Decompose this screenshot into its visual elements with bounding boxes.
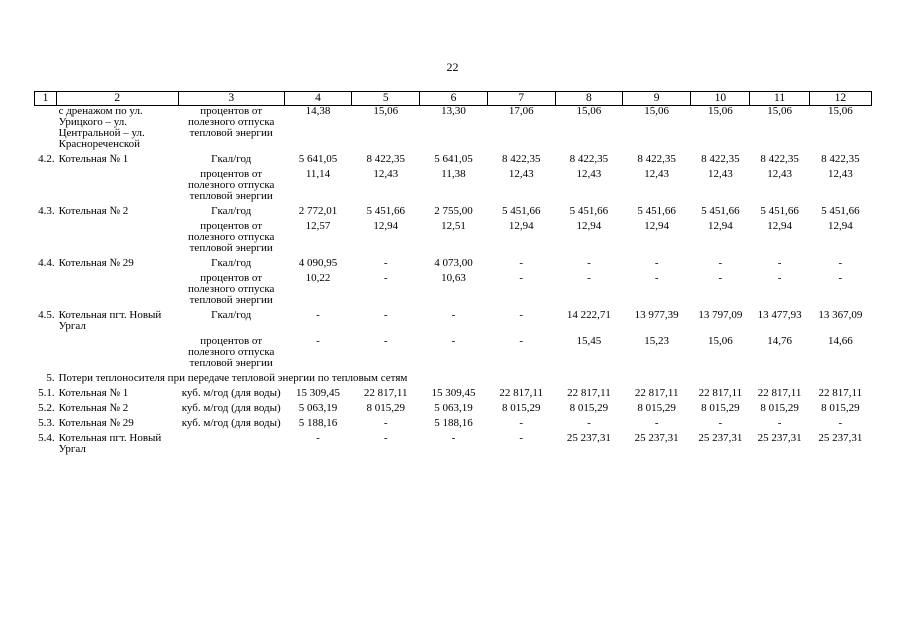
value-cell: 22 817,11 bbox=[363, 387, 408, 399]
row-number: 4.3. bbox=[38, 205, 55, 217]
value-cell: - bbox=[383, 417, 388, 429]
row-unit: Гкал/год bbox=[211, 257, 252, 269]
row-name bbox=[57, 336, 178, 373]
row-name: Котельная № 2 bbox=[58, 402, 129, 414]
value-cell: 12,94 bbox=[508, 220, 534, 232]
row-name bbox=[57, 221, 178, 258]
value-cell: 11,38 bbox=[441, 168, 466, 180]
value-cell: 8 015,29 bbox=[569, 402, 609, 414]
table-row bbox=[35, 273, 872, 310]
value-cell: 14,76 bbox=[767, 335, 792, 347]
row-name: Котельная пгт. Новый Ургал bbox=[58, 309, 162, 332]
value-cell: 22 817,11 bbox=[698, 387, 743, 399]
value-cell: 5 451,66 bbox=[366, 205, 405, 217]
value-cell: - bbox=[654, 257, 659, 269]
table-body bbox=[35, 106, 872, 460]
column-header: 11 bbox=[750, 92, 809, 106]
value-cell: 14,66 bbox=[827, 335, 853, 347]
value-cell: - bbox=[519, 309, 524, 321]
value-cell: 4 073,00 bbox=[434, 257, 473, 269]
value-cell: 15,23 bbox=[644, 335, 670, 347]
row-number bbox=[35, 273, 57, 310]
table-row bbox=[35, 310, 872, 336]
row-number: 5.4. bbox=[38, 432, 55, 444]
column-header: 6 bbox=[420, 92, 487, 106]
value-cell: 12,43 bbox=[827, 168, 853, 180]
value-cell: 5 451,66 bbox=[760, 205, 799, 217]
value-cell: 15,06 bbox=[644, 105, 670, 117]
row-unit: куб. м/год (для воды) bbox=[181, 387, 281, 399]
value-cell: - bbox=[519, 432, 524, 444]
value-cell: 5 451,66 bbox=[637, 205, 676, 217]
section-title: Потери теплоносителя при передаче тепловой энергии по тепловым сетям bbox=[58, 372, 408, 384]
table-row bbox=[35, 169, 872, 206]
value-cell: - bbox=[587, 272, 591, 284]
value-cell: 25 237,31 bbox=[698, 432, 743, 444]
value-cell: - bbox=[838, 417, 843, 429]
value-cell: 11,14 bbox=[305, 168, 331, 180]
value-cell: - bbox=[838, 272, 843, 284]
value-cell: 22 817,11 bbox=[757, 387, 802, 399]
value-cell: 5 451,66 bbox=[701, 205, 740, 217]
value-cell: 8 015,29 bbox=[701, 402, 740, 414]
value-cell: 12,43 bbox=[767, 168, 792, 180]
value-cell: 12,43 bbox=[508, 168, 534, 180]
value-cell: 8 015,29 bbox=[821, 402, 860, 414]
row-unit: процентов от полезного отпуска тепловой энергии bbox=[187, 220, 275, 254]
value-cell: - bbox=[838, 257, 843, 269]
value-cell: 2 772,01 bbox=[298, 205, 338, 217]
value-cell: 8 422,35 bbox=[366, 153, 405, 165]
value-cell: 14 222,71 bbox=[566, 309, 611, 321]
value-cell: 13 367,09 bbox=[818, 309, 863, 321]
column-header: 9 bbox=[623, 92, 691, 106]
value-cell: 8 422,35 bbox=[569, 153, 609, 165]
value-cell: 5 063,19 bbox=[298, 402, 338, 414]
value-cell: 12,94 bbox=[644, 220, 670, 232]
value-cell: - bbox=[777, 257, 782, 269]
value-cell: - bbox=[654, 417, 659, 429]
value-cell: 15,06 bbox=[827, 105, 853, 117]
value-cell: - bbox=[519, 417, 524, 429]
table-row bbox=[35, 336, 872, 373]
row-unit: процентов от полезного отпуска тепловой энергии bbox=[187, 335, 275, 369]
value-cell: 13 477,93 bbox=[757, 309, 802, 321]
value-cell: 12,57 bbox=[305, 220, 331, 232]
table-row bbox=[35, 206, 872, 221]
value-cell: 17,06 bbox=[508, 105, 534, 117]
value-cell: - bbox=[587, 257, 591, 269]
row-unit: Гкал/год bbox=[211, 205, 252, 217]
header-row bbox=[35, 92, 872, 106]
value-cell: 25 237,31 bbox=[566, 432, 611, 444]
row-number: 5.3. bbox=[38, 417, 55, 429]
value-cell: 12,94 bbox=[576, 220, 602, 232]
table-row bbox=[35, 154, 872, 169]
value-cell: 10,63 bbox=[441, 272, 466, 284]
value-cell: - bbox=[316, 335, 320, 347]
value-cell: 14,38 bbox=[305, 105, 331, 117]
value-cell: 8 422,35 bbox=[760, 153, 799, 165]
table-row bbox=[35, 221, 872, 258]
row-name: Котельная № 1 bbox=[58, 153, 129, 165]
value-cell: 13,30 bbox=[441, 105, 466, 117]
value-cell: - bbox=[383, 432, 388, 444]
row-name: с дренажом по ул. Урицкого – ул. Центральной – ул. Краснореченской bbox=[58, 105, 145, 150]
value-cell: 5 188,16 bbox=[434, 417, 473, 429]
row-name bbox=[57, 169, 178, 206]
value-cell: 8 422,35 bbox=[501, 153, 541, 165]
column-header: 7 bbox=[487, 92, 555, 106]
value-cell: 15,06 bbox=[373, 105, 399, 117]
row-number bbox=[35, 106, 57, 155]
value-cell: 12,43 bbox=[576, 168, 602, 180]
row-number bbox=[35, 169, 57, 206]
value-cell: 15,06 bbox=[767, 105, 792, 117]
column-header: 1 bbox=[35, 92, 57, 106]
row-name: Котельная № 29 bbox=[58, 257, 134, 269]
value-cell: 8 422,35 bbox=[637, 153, 676, 165]
value-cell: 4 090,95 bbox=[298, 257, 338, 269]
value-cell: 5 451,66 bbox=[821, 205, 860, 217]
value-cell: 8 015,29 bbox=[501, 402, 541, 414]
value-cell: 12,94 bbox=[373, 220, 399, 232]
row-unit: процентов от полезного отпуска тепловой энергии bbox=[187, 105, 275, 139]
value-cell: - bbox=[316, 309, 320, 321]
table-row bbox=[35, 418, 872, 433]
data-table bbox=[34, 91, 872, 459]
value-cell: 8 422,35 bbox=[701, 153, 740, 165]
row-unit: куб. м/год (для воды) bbox=[181, 402, 281, 414]
value-cell: - bbox=[654, 272, 659, 284]
row-name: Котельная пгт. Новый Ургал bbox=[58, 432, 162, 455]
row-number bbox=[35, 221, 57, 258]
row-number: 4.2. bbox=[38, 153, 55, 165]
value-cell: - bbox=[519, 335, 524, 347]
value-cell: 12,51 bbox=[441, 220, 466, 232]
page-number: 22 bbox=[446, 60, 459, 74]
value-cell: 2 755,00 bbox=[434, 205, 473, 217]
row-number bbox=[35, 336, 57, 373]
value-cell: 15 309,45 bbox=[431, 387, 476, 399]
value-cell: - bbox=[718, 272, 723, 284]
row-number: 4.5. bbox=[38, 309, 55, 321]
value-cell: 8 015,29 bbox=[366, 402, 405, 414]
value-cell: - bbox=[383, 309, 388, 321]
row-number: 4.4. bbox=[38, 257, 55, 269]
column-header: 2 bbox=[57, 92, 178, 106]
row-unit: Гкал/год bbox=[211, 153, 252, 165]
value-cell: 8 015,29 bbox=[760, 402, 799, 414]
value-cell: 10,22 bbox=[305, 272, 331, 284]
value-cell: 22 817,11 bbox=[818, 387, 863, 399]
value-cell: - bbox=[383, 335, 388, 347]
column-header: 10 bbox=[691, 92, 750, 106]
row-name: Котельная № 29 bbox=[58, 417, 134, 429]
value-cell: 25 237,31 bbox=[757, 432, 802, 444]
row-unit: Гкал/год bbox=[211, 309, 252, 321]
value-cell: 5 063,19 bbox=[434, 402, 473, 414]
value-cell: - bbox=[718, 257, 723, 269]
value-cell: 13 797,09 bbox=[698, 309, 743, 321]
row-name bbox=[57, 273, 178, 310]
value-cell: - bbox=[777, 272, 782, 284]
value-cell: - bbox=[519, 257, 524, 269]
value-cell: 22 817,11 bbox=[634, 387, 679, 399]
value-cell: 25 237,31 bbox=[634, 432, 679, 444]
row-name: Котельная № 2 bbox=[58, 205, 129, 217]
value-cell: - bbox=[718, 417, 723, 429]
row-unit: процентов от полезного отпуска тепловой энергии bbox=[187, 168, 275, 202]
section-number: 5. bbox=[46, 372, 55, 384]
value-cell: 25 237,31 bbox=[818, 432, 863, 444]
row-unit: куб. м/год (для воды) bbox=[181, 417, 281, 429]
row-unit: процентов от полезного отпуска тепловой энергии bbox=[187, 272, 275, 306]
value-cell: 12,94 bbox=[767, 220, 792, 232]
value-cell: 22 817,11 bbox=[499, 387, 543, 399]
value-cell: - bbox=[383, 257, 388, 269]
column-header: 12 bbox=[809, 92, 871, 106]
value-cell: - bbox=[451, 309, 456, 321]
value-cell: 12,43 bbox=[644, 168, 670, 180]
column-header: 5 bbox=[352, 92, 420, 106]
value-cell: 5 641,05 bbox=[298, 153, 338, 165]
value-cell: - bbox=[383, 272, 388, 284]
value-cell: - bbox=[777, 417, 782, 429]
value-cell: 13 977,39 bbox=[634, 309, 679, 321]
section-row bbox=[35, 373, 872, 388]
value-cell: 5 451,66 bbox=[569, 205, 609, 217]
value-cell: 5 188,16 bbox=[298, 417, 338, 429]
table-row bbox=[35, 433, 872, 459]
column-header: 3 bbox=[178, 92, 284, 106]
table-row bbox=[35, 403, 872, 418]
value-cell: 15,06 bbox=[708, 105, 733, 117]
value-cell: 8 422,35 bbox=[821, 153, 860, 165]
value-cell: 12,94 bbox=[827, 220, 853, 232]
table-row bbox=[35, 258, 872, 273]
value-cell: - bbox=[519, 272, 524, 284]
value-cell: 5 451,66 bbox=[501, 205, 541, 217]
row-number: 5.2. bbox=[38, 402, 55, 414]
column-header: 4 bbox=[284, 92, 351, 106]
value-cell: - bbox=[316, 432, 320, 444]
value-cell: 22 817,11 bbox=[567, 387, 611, 399]
column-header: 8 bbox=[555, 92, 622, 106]
value-cell: 15,06 bbox=[708, 335, 733, 347]
value-cell: 15,45 bbox=[576, 335, 602, 347]
value-cell: 15 309,45 bbox=[295, 387, 340, 399]
value-cell: 12,43 bbox=[373, 168, 399, 180]
value-cell: 12,94 bbox=[708, 220, 733, 232]
table-row bbox=[35, 106, 872, 155]
value-cell: 15,06 bbox=[576, 105, 602, 117]
row-name: Котельная № 1 bbox=[58, 387, 129, 399]
table-row bbox=[35, 388, 872, 403]
value-cell: 12,43 bbox=[708, 168, 733, 180]
value-cell: - bbox=[451, 335, 456, 347]
value-cell: - bbox=[587, 417, 591, 429]
row-unit bbox=[178, 433, 284, 459]
value-cell: 8 015,29 bbox=[637, 402, 676, 414]
value-cell: 5 641,05 bbox=[434, 153, 473, 165]
value-cell: - bbox=[451, 432, 456, 444]
row-number: 5.1. bbox=[38, 387, 55, 399]
